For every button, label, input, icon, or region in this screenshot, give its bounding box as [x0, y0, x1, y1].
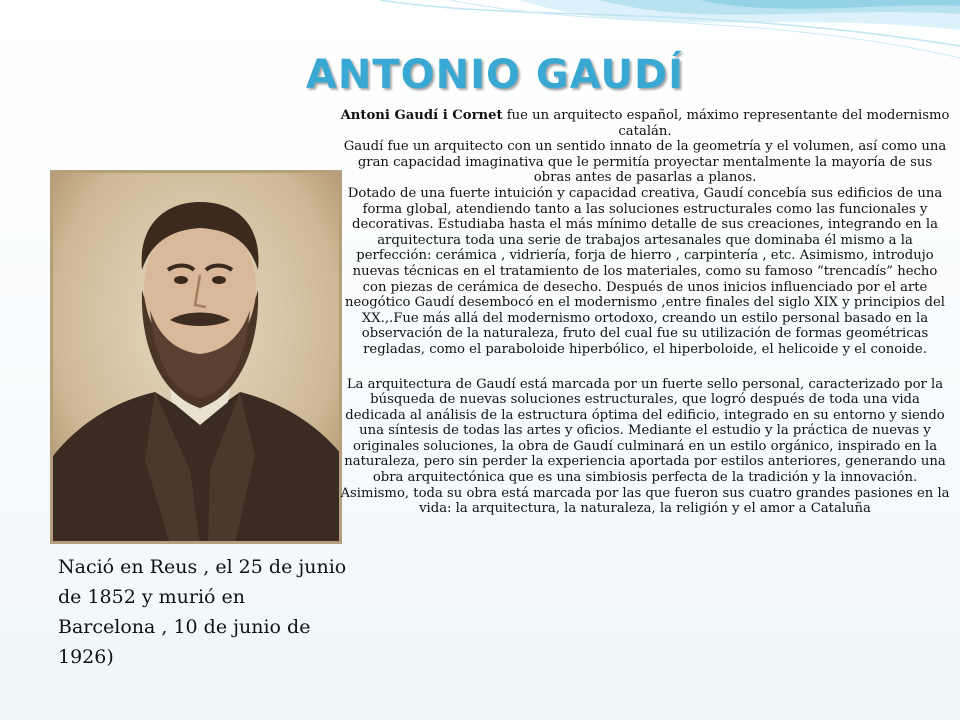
paragraph-spacer [340, 358, 950, 377]
portrait-photo [50, 170, 342, 544]
intro-paragraph [340, 108, 950, 139]
slide-title: ANTONIO GAUDÍ [305, 52, 685, 98]
biography-text [340, 108, 950, 517]
birth-death-caption: Nació en Reus , el 25 de junio de 1852 y murió en Barcelona , 10 de junio de 1926) [58, 556, 347, 668]
paragraph-intuition: Dotado de una fuerte intuición y capacidad creativa, Gaudí concebía sus edificios de una forma global, atendiendo tanto a las soluciones estructurales como las funcionales y decorativas. Estudiaba hasta el más mínimo detalle de sus creaciones, integrando en la arquitectura toda una serie de trabajos artesanales que dominaba él mismo a la perfección: cerámica , vidriería, forja de hierro , carpintería , etc. Asimismo, introdujo nuevas técnicas en el tratamiento de los materiales, como su famoso “trencadís” hecho con piezas de cerámica de desecho. Después de unos inicios influenciado por el arte neogótico Gaudí desembocó en el modernismo ,entre finales del siglo XIX y principios del XX.,.Fue más allá del modernismo ortodoxo, creando un estilo personal basado en la observación de la naturaleza, fruto del cual fue su utilización de formas geométricas regladas, como el paraboloide hiperbólico, el hiperboloide, el helicoide y el conoide. [345, 185, 945, 357]
paragraph-geometry: Gaudí fue un arquitecto con un sentido innato de la geometría y el volumen, así como una gran capacidad imaginativa que le permitía proyectar mentalmente la mayoría de sus obras antes de pasarlas a planos. [343, 139, 947, 186]
paragraph-architecture: La arquitectura de Gaudí está marcada por un fuerte sello personal, caracterizado por la búsqueda de nuevas soluciones estructurales, que logró después de toda una vida dedicada al análisis de la estructura óptima del edificio, integrado en su entorno y siendo una síntesis de todas las artes y oficios. Mediante el estudio y la práctica de nuevas y originales soluciones, la obra de Gaudí culminará en un estilo orgánico, inspirado en la naturaleza, pero sin perder la experiencia aportada por estilos anteriores, generando una obra arquitectónica que es una simbiosis perfecta de la tradición y la innovación. Asimismo, toda su obra está marcada por las que fueron sus cuatro grandes pasiones en la vida: la arquitectura, la naturaleza, la religión y el amor a Cataluña [340, 376, 950, 517]
full-name: Antoni Gaudí i Cornet [340, 108, 503, 123]
intro-text: fue un arquitecto español, máximo representante del modernismo catalán. [502, 108, 950, 139]
